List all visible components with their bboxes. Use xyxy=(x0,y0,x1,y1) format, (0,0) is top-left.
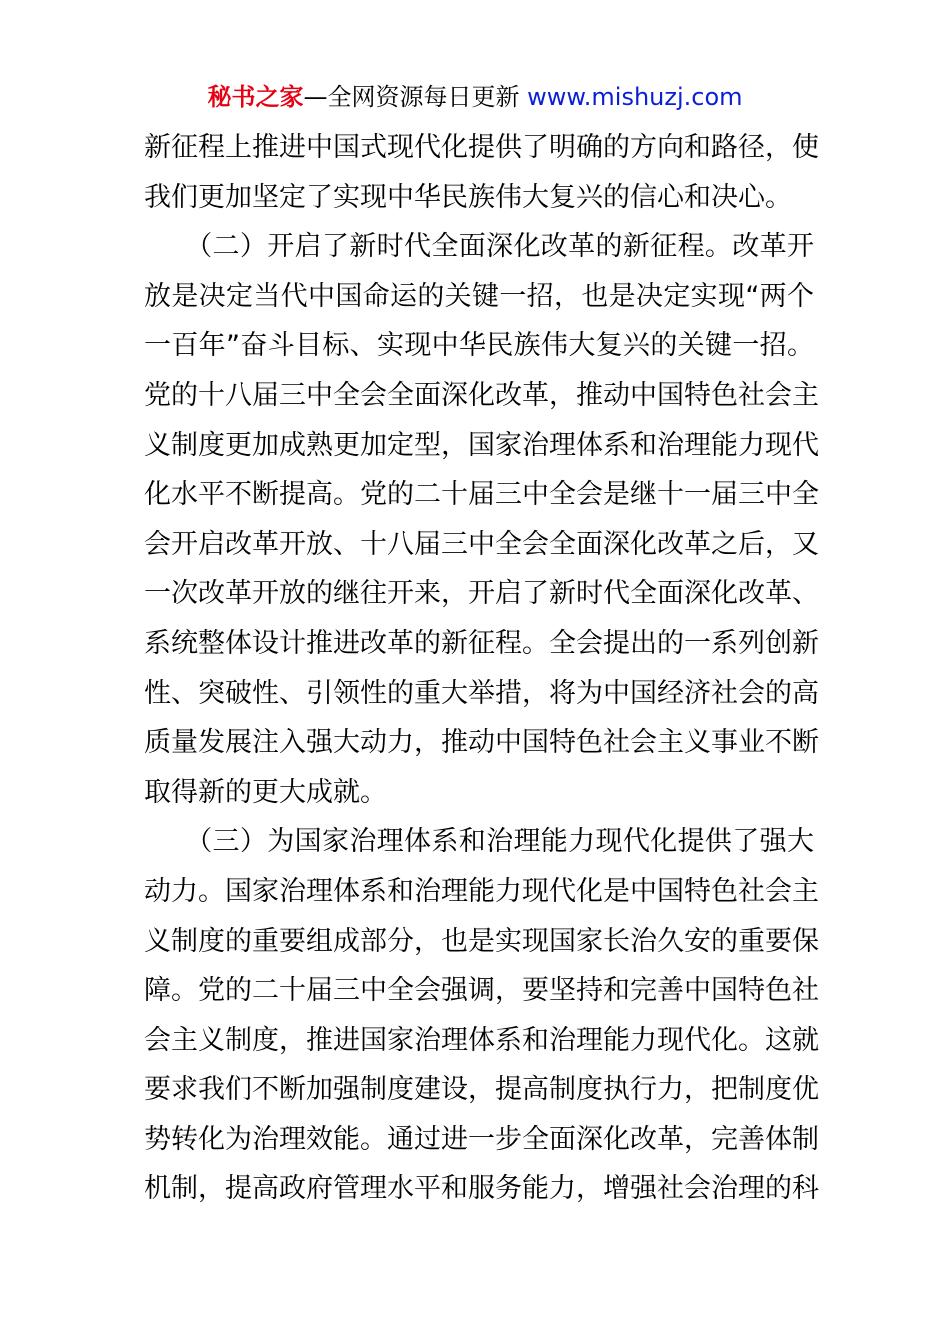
text-line: 放是决定当代中国命运的关键一招，也是决定实现“两个 xyxy=(144,280,814,312)
text-line: 会主义制度，推进国家治理体系和治理能力现代化。这就 xyxy=(144,1024,819,1056)
header-tagline: —全网资源每日更新 xyxy=(303,83,528,111)
text-line: （三）为国家治理体系和治理能力现代化提供了强大 xyxy=(144,826,814,858)
text-line: 会开启改革开放、十八届三中全会全面深化改革之后，又 xyxy=(144,528,819,560)
text-line: 性、突破性、引领性的重大举措，将为中国经济社会的高 xyxy=(144,677,819,709)
text-line: 质量发展注入强大动力，推动中国特色社会主义事业不断 xyxy=(144,727,819,759)
text-line: 义制度更加成熟更加定型，国家治理体系和治理能力现代 xyxy=(144,429,819,461)
header-site-link[interactable]: www.mishuzj.com xyxy=(527,83,743,111)
text-line: 党的十八届三中全会全面深化改革，推动中国特色社会主 xyxy=(144,379,819,411)
text-line: 要求我们不断加强制度建设，提高制度执行力，把制度优 xyxy=(144,1074,819,1106)
text-line: 一百年”奋斗目标、实现中华民族伟大复兴的关键一招。 xyxy=(144,330,814,362)
text-line: （二）开启了新时代全面深化改革的新征程。改革开 xyxy=(144,231,814,263)
page-header xyxy=(0,80,950,114)
text-line: 动力。国家治理体系和治理能力现代化是中国特色社会主 xyxy=(144,875,819,907)
text-line: 势转化为治理效能。通过进一步全面深化改革，完善体制 xyxy=(144,1123,819,1155)
text-line: 新征程上推进中国式现代化提供了明确的方向和路径，使 xyxy=(144,132,819,163)
text-line: 机制，提高政府管理水平和服务能力，增强社会治理的科 xyxy=(144,1173,819,1205)
header-brand: 秘书之家 xyxy=(207,83,304,111)
document-body xyxy=(144,123,819,1214)
text-line: 系统整体设计推进改革的新征程。全会提出的一系列创新 xyxy=(144,627,819,659)
text-line: 一次改革开放的继往开来，开启了新时代全面深化改革、 xyxy=(144,578,819,610)
text-line: 我们更加坚定了实现中华民族伟大复兴的信心和决心。 xyxy=(144,181,792,213)
text-line: 取得新的更大成就。 xyxy=(144,776,387,808)
text-line: 化水平不断提高。党的二十届三中全会是继十一届三中全 xyxy=(144,479,819,511)
text-line: 义制度的重要组成部分，也是实现国家长治久安的重要保 xyxy=(144,925,819,957)
text-line: 障。党的二十届三中全会强调，要坚持和完善中国特色社 xyxy=(144,975,819,1007)
